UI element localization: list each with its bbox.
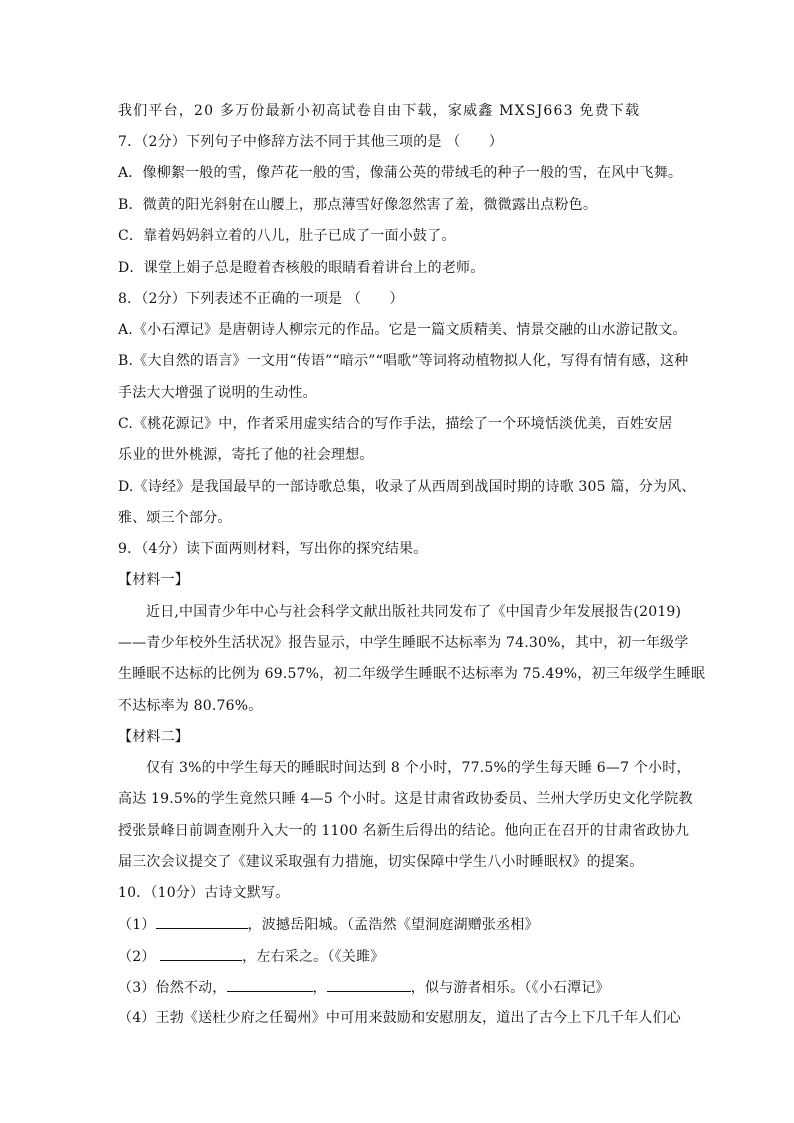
q8-stem: 8．（2分）下列表述不正确的一项是 （ ）	[118, 291, 404, 307]
q7-option-a: A．像柳絮一般的雪，像芦花一般的雪，像蒲公英的带绒毛的种子一般的雪，在风中飞舞。	[118, 165, 683, 181]
q10-item-3-separator: ，	[312, 980, 327, 996]
q8-option-b-cont: 手法大大增强了说明的生动性。	[118, 385, 317, 401]
material2-line: 高达 19.5%的学生竟然只睡 4—5 个小时。这是甘肃省政协委员、兰州大学历史文化学院教	[118, 791, 693, 807]
q10-item-1-number: （1）	[118, 917, 156, 933]
q10-stem: 10．（10分）古诗文默写。	[118, 885, 290, 901]
q10-item-2-number: （2）	[118, 949, 156, 965]
q10-item-4: （4）王勃《送杜少府之任蜀州》中可用来鼓励和安慰朋友，道出了古今上下几千年人们心	[118, 1010, 681, 1026]
answer-blank	[227, 977, 313, 992]
q8-option-b: B.《大自然的语言》一文用“传语”“暗示”“唱歌”等词将动植物拟人化，写得有情有感，这种	[118, 353, 689, 369]
q10-item-1-text: ，波撼岳阳城。（孟浩然《望洞庭湖赠张丞相》	[247, 917, 539, 933]
q10-item-3-prefix: （3）佁然不动，	[118, 980, 227, 996]
q9-stem: 9．（4分）读下面两则材料，写出你的探究结果。	[118, 541, 428, 557]
q10-item-2	[118, 946, 688, 967]
q8-option-d-cont: 雅、颂三个部分。	[118, 510, 232, 526]
material1-line: 近日,中国青少年中心与社会科学文献出版社共同发布了《中国青少年发展报告(2019)	[146, 604, 682, 620]
download-notice: 我们平台，20 多万份最新小初高试卷自由下载，家威鑫 MXSJ663 免费下载	[118, 103, 641, 119]
answer-blank	[327, 977, 411, 992]
material1-line: 不达标率为 80.76%。	[118, 698, 263, 714]
material2-title: 【材料二】	[118, 729, 189, 745]
material2-line: 仅有 3%的中学生每天的睡眠时间达到 8 个小时，77.5%的学生每天睡 6—7 个小时，	[146, 760, 691, 776]
material2-line: 届三次会议提交了《建议采取强有力措施，切实保障中学生八小时睡眠权》的提案。	[118, 854, 644, 870]
q7-option-b: B．微黄的阳光斜射在山腰上，那点薄雪好像忽然害了羞，微微露出点粉色。	[118, 197, 598, 213]
q10-item-1	[118, 914, 688, 935]
q7-option-d: D．课堂上娟子总是瞪着杏核般的眼睛看着讲台上的老师。	[118, 260, 485, 276]
q8-option-c-cont: 乐业的世外桃源，寄托了他的社会理想。	[118, 447, 374, 463]
material1-line: ——青少年校外生活状况》报告显示，中学生睡眠不达标率为 74.30%，其中，初一年级学	[118, 635, 689, 651]
q10-item-2-text: ，左右采之。（《关雎》	[242, 949, 385, 965]
q7-option-c: C．靠着妈妈斜立着的八儿，肚子已成了一面小鼓了。	[118, 228, 456, 244]
q8-option-c: C.《桃花源记》中，作者采用虚实结合的写作手法，描绘了一个环境恬淡优美，百姓安居	[118, 416, 673, 432]
material1-title: 【材料一】	[118, 572, 189, 588]
answer-blank	[156, 914, 248, 929]
q10-item-3-text: ，似与游者相乐。（《小石潭记》	[410, 980, 610, 996]
q8-option-d: D.《诗经》是我国最早的一部诗歌总集，收录了从西周到战国时期的诗歌 305 篇，分为风、	[118, 479, 696, 495]
material2-line: 授张景峰日前调查刚升入大一的 1100 名新生后得出的结论。他向正在召开的甘肃省政协九	[118, 823, 690, 839]
answer-blank	[160, 946, 242, 961]
q8-option-a: A.《小石潭记》是唐朝诗人柳宗元的作品。它是一篇文质精美、情景交融的山水游记散文。	[118, 322, 687, 338]
q10-item-3	[118, 977, 688, 998]
q7-stem: 7．（2分）下列句子中修辞方法不同于其他三项的是 （ ）	[118, 134, 504, 150]
material1-line: 生睡眠不达标的比例为 69.57%，初二年级学生睡眠不达标率为 75.49%，初三年级学生睡眠	[118, 666, 706, 682]
